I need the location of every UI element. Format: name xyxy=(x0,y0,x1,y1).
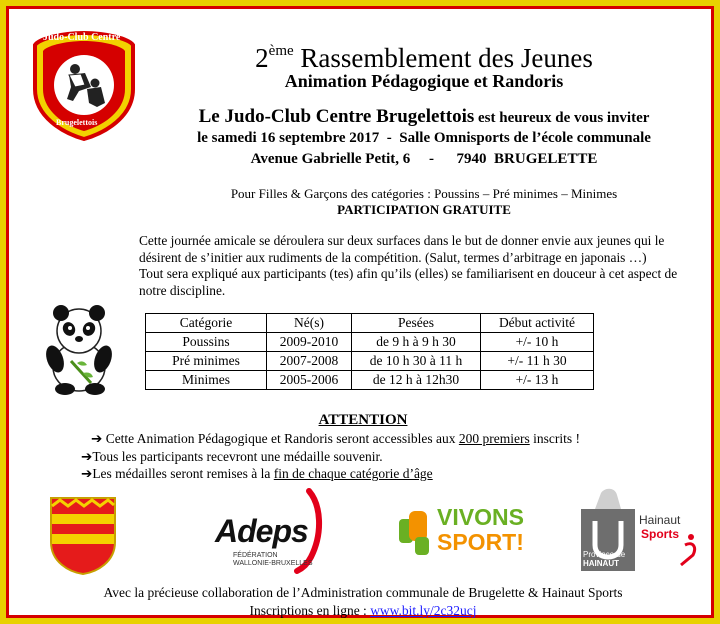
col-header: Né(s) xyxy=(267,314,352,333)
table-header-row xyxy=(146,314,594,333)
table-row xyxy=(146,352,594,371)
table-cell: 2007-2008 xyxy=(267,352,352,371)
paragraph-2: Tout sera expliqué aux participants (tes) afin qu’ils (elles) se familiarisent en douceur à cet aspect de notre discipline. xyxy=(139,266,678,298)
panda-mascot-image xyxy=(31,303,123,395)
table-cell: de 10 h 30 à 11 h xyxy=(352,352,481,371)
attention-heading: ATTENTION xyxy=(318,412,408,428)
arrow-right-icon: ➔ xyxy=(91,431,103,446)
adeps-name: Adeps xyxy=(215,513,308,549)
categories-block xyxy=(139,186,709,218)
table-cell: Pré minimes xyxy=(146,352,267,371)
col-header: Pesées xyxy=(352,314,481,333)
registration-link[interactable]: www.bit.ly/2c32ucj xyxy=(370,603,477,618)
footer-collaboration: Avec la précieuse collaboration de l’Administration communale de Brugelette & Hainaut Sports xyxy=(103,585,623,600)
table-cell: 2005-2006 xyxy=(267,371,352,390)
categories-intro: Pour Filles & Garçons des catégories : Poussins – Pré minimes – Minimes xyxy=(230,186,618,201)
participation-label: PARTICIPATION GRATUITE xyxy=(337,202,511,217)
vivons-text: VIVONS xyxy=(437,504,524,530)
page-subtitle: Animation Pédagogique et Randoris xyxy=(284,71,564,91)
province-text-2: HAINAUT xyxy=(583,559,619,568)
table-cell: 2009-2010 xyxy=(267,333,352,352)
col-header: Début activité xyxy=(481,314,594,333)
page-title: 2ème Rassemblement des Jeunes xyxy=(255,43,593,73)
table-row xyxy=(146,333,594,352)
adeps-sub-2: WALLONIE-BRUXELLES xyxy=(233,560,313,567)
table-cell: Poussins xyxy=(146,333,267,352)
col-header: Catégorie xyxy=(146,314,267,333)
bullet-2: ➔Tous les participants recevront une médaille souvenir. xyxy=(81,449,383,464)
table-cell: +/- 10 h xyxy=(481,333,594,352)
flyer xyxy=(6,6,714,618)
table-cell: +/- 13 h xyxy=(481,371,594,390)
table-cell: Minimes xyxy=(146,371,267,390)
invite-line-2: le samedi 16 septembre 2017 - Salle Omnisports de l’école communale xyxy=(197,130,651,146)
table-row xyxy=(146,371,594,390)
hainaut-text: Hainaut xyxy=(639,513,681,527)
logo-bottom-text: Brugelettois xyxy=(56,118,98,127)
table-cell: +/- 11 h 30 xyxy=(481,352,594,371)
adeps-sub-1: FÉDÉRATION xyxy=(233,552,278,559)
invite-line-1: Le Judo-Club Centre Brugelettois est heureux de vous inviter xyxy=(198,106,650,127)
bullet-3: ➔Les médailles seront remises à la fin de chaque catégorie d’âge xyxy=(81,466,433,481)
table-cell: de 12 h à 12h30 xyxy=(352,371,481,390)
table-cell: de 9 h à 9 h 30 xyxy=(352,333,481,352)
sport-text: SPORT! xyxy=(437,529,524,555)
province-text-1: Province de xyxy=(583,550,626,559)
invite-line-3: Avenue Gabrielle Petit, 6 - 7940 BRUGELETTE xyxy=(250,151,598,167)
arrow-right-icon: ➔ xyxy=(81,466,93,481)
description-paragraph xyxy=(139,233,699,299)
logo-top-text: Judo-Club Centre xyxy=(43,32,121,43)
hainaut-sports-text: Sports xyxy=(641,527,680,541)
paragraph-1: Cette journée amicale se déroulera sur deux surfaces dans le but de donner envie aux jeunes qui le désirent de s’initier aux rudiments de la compétition. (Salut, termes d’arbitrage en japonais …) xyxy=(139,233,665,265)
schedule-table xyxy=(145,313,594,390)
bullet-1: ➔ Cette Animation Pédagogique et Randoris seront accessibles aux 200 premiers inscrits ! xyxy=(91,431,580,446)
footer-registration: Inscriptions en ligne : www.bit.ly/2c32ucj xyxy=(249,603,477,618)
brugelette-coat-of-arms-icon xyxy=(49,496,117,576)
arrow-right-icon: ➔ xyxy=(81,449,93,464)
